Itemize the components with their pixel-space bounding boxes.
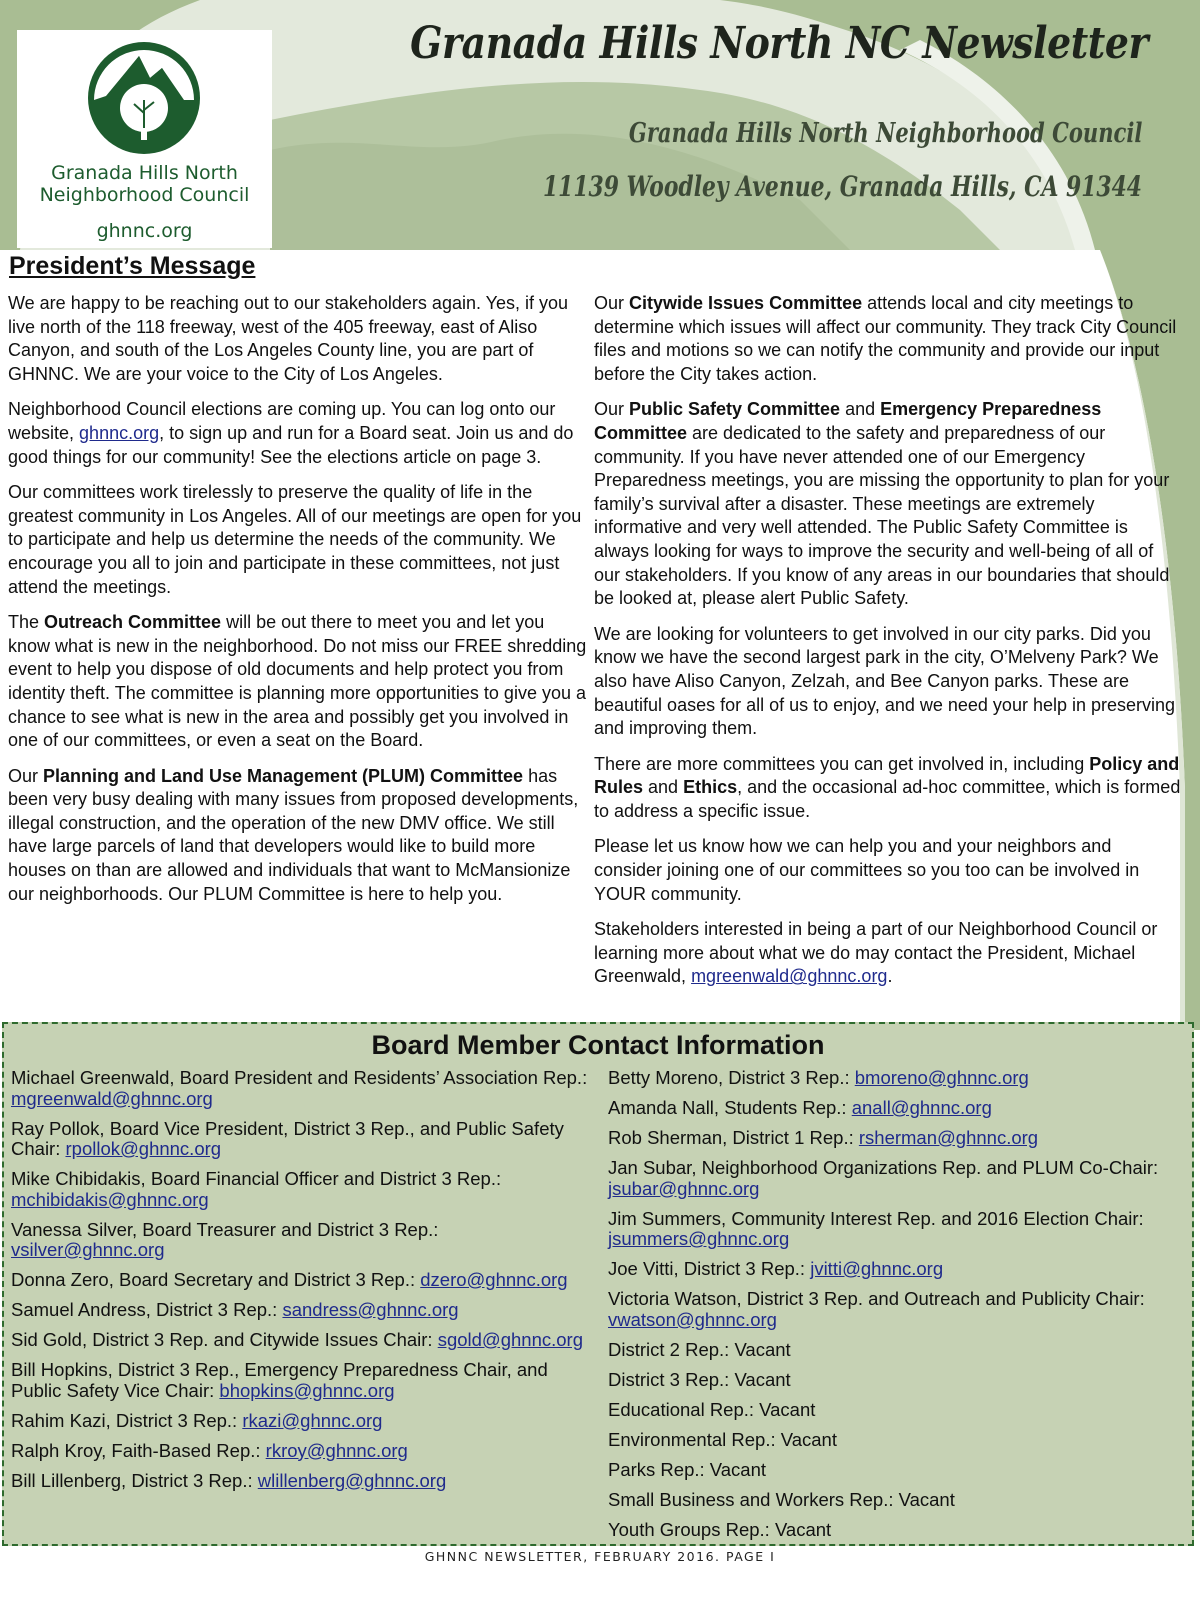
text: attends local and city meetings to determine which issues will affect our community. They track City Council files and motions so we can notify the community and provide our input before the City takes action.: [594, 293, 1177, 384]
member-role: Ralph Kroy, Faith-Based Rep.:: [11, 1439, 266, 1461]
board-member-entry: [608, 1289, 1188, 1330]
article-column-right: [594, 292, 1184, 1001]
board-member-entry: [608, 1430, 1188, 1451]
member-email-link[interactable]: rpollok@ghnnc.org: [65, 1138, 222, 1159]
text: and: [840, 399, 881, 420]
member-email-link[interactable]: bmoreno@ghnnc.org: [854, 1067, 1029, 1088]
committee-name: Policy and Rules: [594, 753, 1180, 798]
text: Our: [594, 399, 630, 420]
board-member-entry: [11, 1300, 591, 1321]
text: The: [8, 612, 45, 633]
member-email-link[interactable]: rsherman@ghnnc.org: [858, 1127, 1039, 1148]
logo: [17, 30, 272, 248]
committee-name: Outreach Committee: [44, 612, 222, 633]
page-footer: GHNNC NEWSLETTER, FEBRUARY 2016. PAGE I: [424, 1549, 776, 1564]
paragraph: [594, 753, 1184, 824]
board-member-entry: [608, 1158, 1188, 1199]
paragraph: [594, 918, 1184, 989]
member-email-link[interactable]: mchibidakis@ghnnc.org: [11, 1188, 209, 1210]
presidents-message-heading: President’s Message: [9, 252, 256, 280]
board-member-entry: [608, 1460, 1188, 1481]
member-email-link[interactable]: jsummers@ghnnc.org: [608, 1228, 790, 1249]
president-email-link[interactable]: mgreenwald@ghnnc.org: [691, 966, 888, 987]
member-role: Rahim Kazi, District 3 Rep.:: [11, 1409, 243, 1431]
paragraph: Please let us know how we can help you and your neighbors and consider joining one of our committees so you too can be involved in YOUR community.: [594, 836, 1140, 904]
board-member-entry: [11, 1441, 591, 1462]
committee-name: Emergency Preparedness Committee: [594, 399, 1102, 443]
member-role: Mike Chibidakis, Board Financial Officer and District 3 Rep.:: [11, 1168, 502, 1189]
board-member-entry: [11, 1068, 591, 1109]
logo-url: ghnnc.org: [96, 220, 193, 242]
council-name: Granada Hills North Neighborhood Council: [628, 118, 1142, 149]
board-member-entry: [608, 1128, 1188, 1149]
member-email-link[interactable]: jvitti@ghnnc.org: [810, 1258, 944, 1279]
text: There are more committees you can get involved in, including: [594, 753, 1090, 774]
board-member-entry: [11, 1220, 591, 1261]
board-list-right: [608, 1068, 1188, 1550]
member-role: Parks Rep.: Vacant: [608, 1458, 767, 1480]
council-address: 11139 Woodley Avenue, Granada Hills, CA 91344: [542, 170, 1142, 203]
board-member-entry: [608, 1370, 1188, 1391]
member-role: Vanessa Silver, Board Treasurer and District 3 Rep.:: [11, 1218, 439, 1240]
text: and: [643, 777, 684, 798]
member-email-link[interactable]: bhopkins@ghnnc.org: [219, 1379, 395, 1401]
text: will be out there to meet you and let you know what is new in the neighborhood. Do not miss our FREE shredding event to help you dispose of old documents and help protect you from identity theft. The committee is planning more opportunities to give you a chance to see what is new in the area and possibly get you involved in one of our committees, or even a seat on the Board.: [8, 612, 587, 751]
member-email-link[interactable]: rkazi@ghnnc.org: [242, 1409, 383, 1431]
member-role: District 3 Rep.: Vacant: [608, 1368, 791, 1390]
masthead: [0, 0, 1200, 250]
website-link[interactable]: ghnnc.org: [79, 422, 160, 443]
member-role: Jim Summers, Community Interest Rep. and 2016 Election Chair:: [608, 1207, 1144, 1229]
board-member-entry: [608, 1490, 1188, 1511]
logo-name-line1: Granada Hills North: [51, 162, 238, 184]
committee-name: Public Safety Committee: [629, 399, 841, 420]
text: Our: [594, 293, 630, 313]
member-role: Jan Subar, Neighborhood Organizations Rep. and PLUM Co-Chair:: [608, 1157, 1159, 1178]
member-email-link[interactable]: anall@ghnnc.org: [851, 1097, 992, 1118]
paragraph: [594, 292, 1184, 386]
committee-name: Planning and Land Use Management (PLUM) Committee: [43, 765, 524, 786]
member-role: Ray Pollok, Board Vice President, District 3 Rep., and Public Safety Chair:: [11, 1117, 564, 1159]
board-contact-heading: Board Member Contact Information: [371, 1030, 825, 1060]
board-member-entry: [11, 1360, 591, 1401]
board-member-entry: [608, 1340, 1188, 1361]
mountain-tree-logo-icon: [84, 38, 204, 158]
paragraph: [8, 611, 588, 753]
board-member-entry: [11, 1471, 591, 1492]
member-email-link[interactable]: jsubar@ghnnc.org: [608, 1177, 760, 1199]
member-role: Betty Moreno, District 3 Rep.:: [608, 1067, 855, 1088]
member-email-link[interactable]: vwatson@ghnnc.org: [608, 1308, 777, 1330]
text: Stakeholders interested in being a part of our Neighborhood Council or learning more about what we do may contact the President, Michael Greenwald,: [594, 919, 1158, 987]
board-member-entry: [11, 1330, 591, 1351]
text: , and the occasional ad-hoc committee, which is formed to address a specific issue.: [594, 777, 1181, 821]
board-member-entry: [11, 1270, 591, 1291]
member-email-link[interactable]: sandress@ghnnc.org: [282, 1299, 459, 1320]
board-member-entry: [608, 1068, 1188, 1089]
member-email-link[interactable]: dzero@ghnnc.org: [420, 1269, 568, 1290]
member-role: Educational Rep.: Vacant: [608, 1398, 816, 1420]
member-role: Victoria Watson, District 3 Rep. and Outreach and Publicity Chair:: [608, 1288, 1145, 1309]
board-member-entry: [11, 1411, 591, 1432]
member-role: District 2 Rep.: Vacant: [608, 1338, 791, 1360]
member-role: Youth Groups Rep.: Vacant: [608, 1518, 832, 1540]
member-role: Samuel Andress, District 3 Rep.:: [11, 1299, 283, 1320]
paragraph: Our committees work tirelessly to preserve the quality of life in the greatest community in Los Angeles. All of our meetings are open for you to participate and help us determine the needs of the community. We encourage you all to join and participate in these committees, not just attend the meetings.: [8, 482, 582, 597]
member-email-link[interactable]: wlillenberg@ghnnc.org: [257, 1469, 447, 1491]
committee-name: Citywide Issues Committee: [629, 293, 863, 313]
member-role: Donna Zero, Board Secretary and District 3 Rep.:: [11, 1269, 421, 1290]
member-role: Bill Hopkins, District 3 Rep., Emergency Preparedness Chair, and Public Safety Vice Chair:: [11, 1359, 548, 1401]
member-role: Environmental Rep.: Vacant: [608, 1428, 837, 1450]
text: .: [887, 966, 893, 987]
text: Neighborhood Council elections are coming up. You can log onto our website,: [8, 399, 556, 443]
board-member-entry: [608, 1259, 1188, 1280]
member-role: Michael Greenwald, Board President and Residents’ Association Rep.:: [11, 1067, 588, 1088]
logo-name: [17, 162, 272, 206]
paragraph: [594, 398, 1184, 610]
member-email-link[interactable]: mgreenwald@ghnnc.org: [11, 1087, 213, 1109]
member-role: Joe Vitti, District 3 Rep.:: [608, 1258, 811, 1279]
board-contact-box: [2, 1022, 1194, 1546]
member-role: Rob Sherman, District 1 Rep.:: [608, 1127, 859, 1148]
board-member-entry: [11, 1169, 591, 1210]
newsletter-title: Granada Hills North NC Newsletter: [410, 18, 1148, 69]
text: Our: [8, 765, 44, 786]
member-email-link[interactable]: sgold@ghnnc.org: [437, 1329, 583, 1350]
paragraph: We are looking for volunteers to get involved in our city parks. Did you know we have the second largest park in the city, O’Melveny Park? We also have Aliso Canyon, Zelzah, and Bee Canyon parks. These are beautiful oases for all of us to enjoy, and we need your help in preserving and improving them.: [594, 623, 1176, 739]
paragraph: [8, 398, 588, 469]
member-role: Sid Gold, District 3 Rep. and Citywide Issues Chair:: [11, 1329, 438, 1350]
paragraph: We are happy to be reaching out to our stakeholders again. Yes, if you live north of the 118 freeway, west of the 405 freeway, east of Aliso Canyon, and south of the Los Angeles County line, you are part of GHNNC. We are your voice to the City of Los Angeles.: [8, 293, 569, 384]
article-column-left: [8, 292, 588, 918]
logo-name-line2: Neighborhood Council: [39, 184, 250, 206]
board-member-entry: [608, 1400, 1188, 1421]
text: are dedicated to the safety and preparedness of our community. If you have never attended one of our Emergency Preparedness meetings, you are missing the opportunity to plan for your family’s survival after a disaster. These meetings are extremely informative and very well attended. The Public Safety Committee is always looking for ways to improve the security and well-being of all of our stakeholders. If you know of any areas in our boundaries that should be looked at, please alert Public Safety.: [594, 422, 1170, 609]
paragraph: [8, 765, 588, 907]
member-email-link[interactable]: vsilver@ghnnc.org: [11, 1239, 165, 1260]
committee-name: Ethics: [683, 777, 738, 798]
member-email-link[interactable]: rkroy@ghnnc.org: [265, 1439, 408, 1461]
board-member-entry: [608, 1209, 1188, 1250]
text: has been very busy dealing with many issues from proposed developments, illegal construction, and the operation of the new DMV office. We still have large parcels of land that developers would like to build more houses on than are allowed and individuals that want to McMansionize our neighborhoods. Our PLUM Committee is here to help you.: [8, 765, 579, 904]
board-list-left: [11, 1068, 591, 1501]
board-member-entry: [11, 1119, 591, 1160]
board-member-entry: [608, 1098, 1188, 1119]
board-member-entry: [608, 1520, 1188, 1541]
member-role: Amanda Nall, Students Rep.:: [608, 1097, 852, 1118]
member-role: Bill Lillenberg, District 3 Rep.:: [11, 1469, 258, 1491]
text: , to sign up and run for a Board seat. Join us and do good things for our community! See the elections article on page 3.: [8, 422, 574, 467]
member-role: Small Business and Workers Rep.: Vacant: [608, 1488, 955, 1510]
